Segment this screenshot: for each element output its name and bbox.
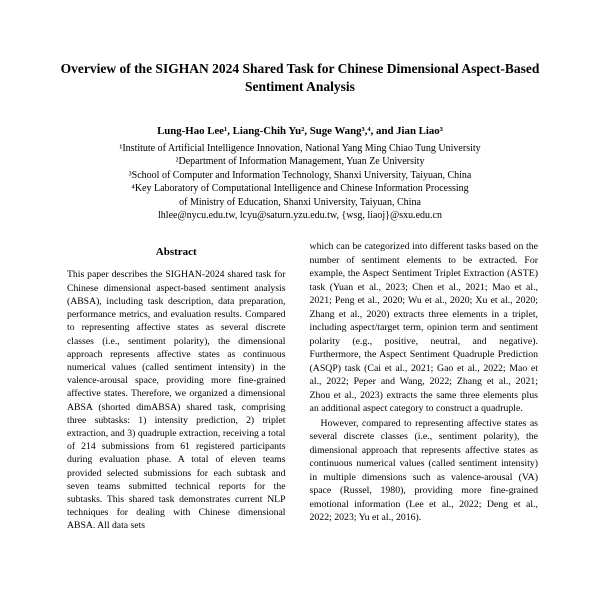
affiliation-line-2: ²Department of Information Management, Yuan Ze University (175, 156, 425, 168)
body-paragraph-2: However, compared to representing affective states as several discrete classes (i.e., sentiment polarity), the dimensional approach that represents affective states as continuous numerical values (called sentiment intensity) in multiple dimensions such as valence-arousal (VA) space (Russel, 1980), providing more fine-grained emotional information (Lee et al., 2022; Deng et al., 2022; 2023; Yu et al., 2016). (309, 417, 538, 524)
right-column (310, 240, 539, 532)
affiliation-line-5: of Ministry of Education, Shanxi University, Taiyuan, China (179, 196, 421, 208)
abstract-heading: Abstract (155, 246, 197, 259)
affiliation-line-1: ¹Institute of Artificial Intelligence Innovation, National Yang Ming Chiao Tung University (119, 143, 481, 155)
two-column-body (62, 240, 538, 532)
left-column (62, 240, 291, 532)
body-paragraph-1: which can be categorized into different tasks based on the number of sentiment elements to be extracted. For example, the Aspect Sentiment Triplet Extraction (ASTE) task (Yuan et al., 2023; Chen et al., 2021; Mao et al., 2021; Peng et al., 2020; Wu et al., 2020; Xu et al., 2020; Zhang et al., 2020) extracts three elements in a triplet, including aspect/target term, opinion term and sentiment polarity (e.g., positive, neutral, and negative). Furthermore, the Aspect Sentiment Quadruple Prediction (ASQP) task (Cai et al., 2021; Gao et al., 2022; Mao et al., 2022; Peper and Wang, 2022; Zhang et al., 2021; Zhou et al., 2023) extracts the same three elements plus an additional aspect category to construct a quadruple. (309, 241, 538, 415)
email-line: lhlee@nycu.edu.tw, lcyu@saturn.yzu.edu.tw, {wsg, liaoj}@sxu.edu.cn (158, 210, 442, 222)
paper-title: Overview of the SIGHAN 2024 Shared Task for Chinese Dimensional Aspect-Based Sentiment Analysis (60, 61, 540, 94)
author-line: Lung-Hao Lee¹, Liang-Chih Yu², Suge Wang³,⁴, and Jian Liao³ (157, 125, 443, 138)
affiliations-block (30, 142, 570, 209)
affiliation-line-3: ³School of Computer and Information Technology, Shanxi University, Taiyuan, China (128, 169, 472, 181)
abstract-text: This paper describes the SIGHAN-2024 shared task for Chinese dimensional aspect-based sentiment analysis (ABSA), including task description, data preparation, performance metrics, and evaluation results. Compared to representing affective states as several discrete classes (i.e., sentiment polarity), the dimensional approach represents affective states as continuous numerical values (called sentiment intensity) in the valence-arousal space, providing more fine-grained affective states. Therefore, we organized a dimensional ABSA (shorted dimABSA) shared task, comprising three subtasks: 1) intensity prediction, 2) triplet extraction, and 3) quadruple extraction, receiving a total of 214 submissions from 61 registered participants during evaluation phase. A total of eleven teams provided selected submissions for each subtask and seven teams submitted technical reports for the subtasks. This shared task demonstrates current NLP techniques for dealing with Chinese dimensional ABSA. All data sets (67, 269, 286, 532)
affiliation-line-4: ⁴Key Laboratory of Computational Intelligence and Chinese Information Processing (131, 183, 469, 195)
